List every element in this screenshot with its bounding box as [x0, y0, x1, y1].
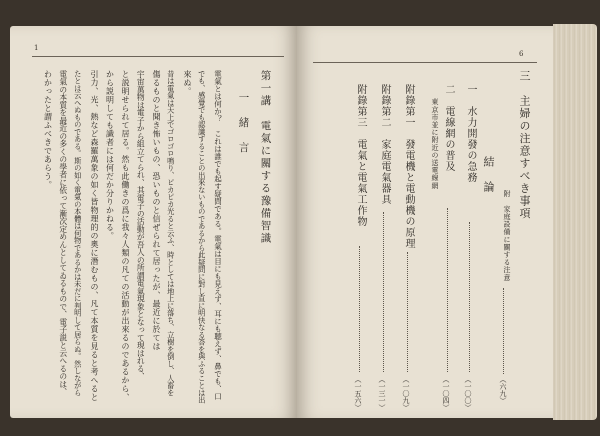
toc-entry: 一 水力開發の急務 — [465, 84, 476, 183]
toc-page-number: （一〇九） — [402, 376, 410, 411]
chapter-title: 第一講 電氣に關する豫備智識 — [259, 70, 272, 245]
paragraph-line: でも、感覺でも認識することの出來ないものであるから此疑問に對し直に明快なる答を與ふることは出 — [197, 70, 207, 404]
toc-page-number: （六九） — [499, 376, 507, 404]
toc-leader — [503, 288, 504, 374]
paragraph-line: 電氣の本質を最近の多くの學者に依って漸次定めんとしてゐるもので、電子説と云へるのは、 — [58, 70, 68, 396]
right-page-folio: 6 — [519, 50, 524, 58]
left-page — [10, 26, 297, 418]
toc-part-title: 三 主婦の注意すべき事項 — [518, 70, 531, 220]
toc-page-number: （一〇四） — [442, 376, 450, 411]
paragraph-line: 電氣とは何か？ これは誰でも起す疑問である。電氣は目にも見えず、耳にも聴えず、鼻でも、口 — [213, 70, 223, 400]
toc-page-number: （一三一） — [378, 376, 386, 411]
toc-sub-entry: 東京市並に附近の送電線網 — [431, 98, 439, 190]
toc-leader — [469, 222, 470, 372]
toc-page-number: （一〇〇） — [464, 376, 472, 411]
header-rule — [313, 62, 537, 63]
paragraph-line: から説明しても識者には何だか分りかねる。 — [105, 70, 115, 240]
toc-leader — [407, 252, 408, 372]
left-page-folio: 1 — [34, 44, 39, 52]
paragraph-line: わかったと謂ふべきであらう。 — [43, 70, 53, 189]
paragraph-line: と説明せられて居る。然も此働きの爲に我々人類の凡ての活動が出來るのであるから、 — [121, 70, 130, 402]
header-rule — [32, 56, 284, 57]
toc-leader — [383, 212, 384, 372]
toc-conclusion: 結 論 — [482, 156, 495, 194]
toc-leader — [359, 246, 360, 372]
section-title: 一 緒 言 — [237, 92, 250, 155]
toc-leader — [447, 208, 448, 372]
toc-appendix-entry: 附錄第三 電氣と電氣工作物 — [355, 84, 366, 227]
toc-entry: 二 電線網の普及 — [443, 84, 454, 172]
toc-appendix-entry: 附錄第一 發電機と電動機の原理 — [403, 84, 414, 249]
toc-page-number: （一五六） — [354, 376, 362, 411]
toc-appendix-entry: 附錄第二 家庭電氣器具 — [379, 84, 390, 205]
paragraph-line: 宇宙萬物は電子から組立てられ、其電子の活動が吾人の所謂電氣現象となって現はれる、 — [136, 70, 146, 380]
page-edges — [553, 24, 597, 420]
paragraph-line: 引力、光、熱など森羅萬象の如く皆物理的の奧に潛むもの、凡て本質を見ると考へると — [90, 70, 99, 402]
paragraph-line: たとは云へぬものである。斯の如く電氣の本體は何物であるかは未だに判明して居らぬ。然しながら — [73, 70, 83, 397]
toc-part-subtitle: 附 家庭設備に關する注意 — [503, 190, 511, 282]
paragraph-line: 來ぬ。 — [183, 70, 192, 96]
paragraph-line: 昔は電氣は天上でゴロゴロ鳴り、ピカピカ光ると云ふ、時としては地上に落ち、立樹を倒し、人畜を — [166, 70, 176, 397]
paragraph-line: 傷るものと聞き怖いもの、恐いものと信ぜられて居ったが、最近に於ては — [152, 70, 161, 351]
right-page — [297, 26, 553, 418]
